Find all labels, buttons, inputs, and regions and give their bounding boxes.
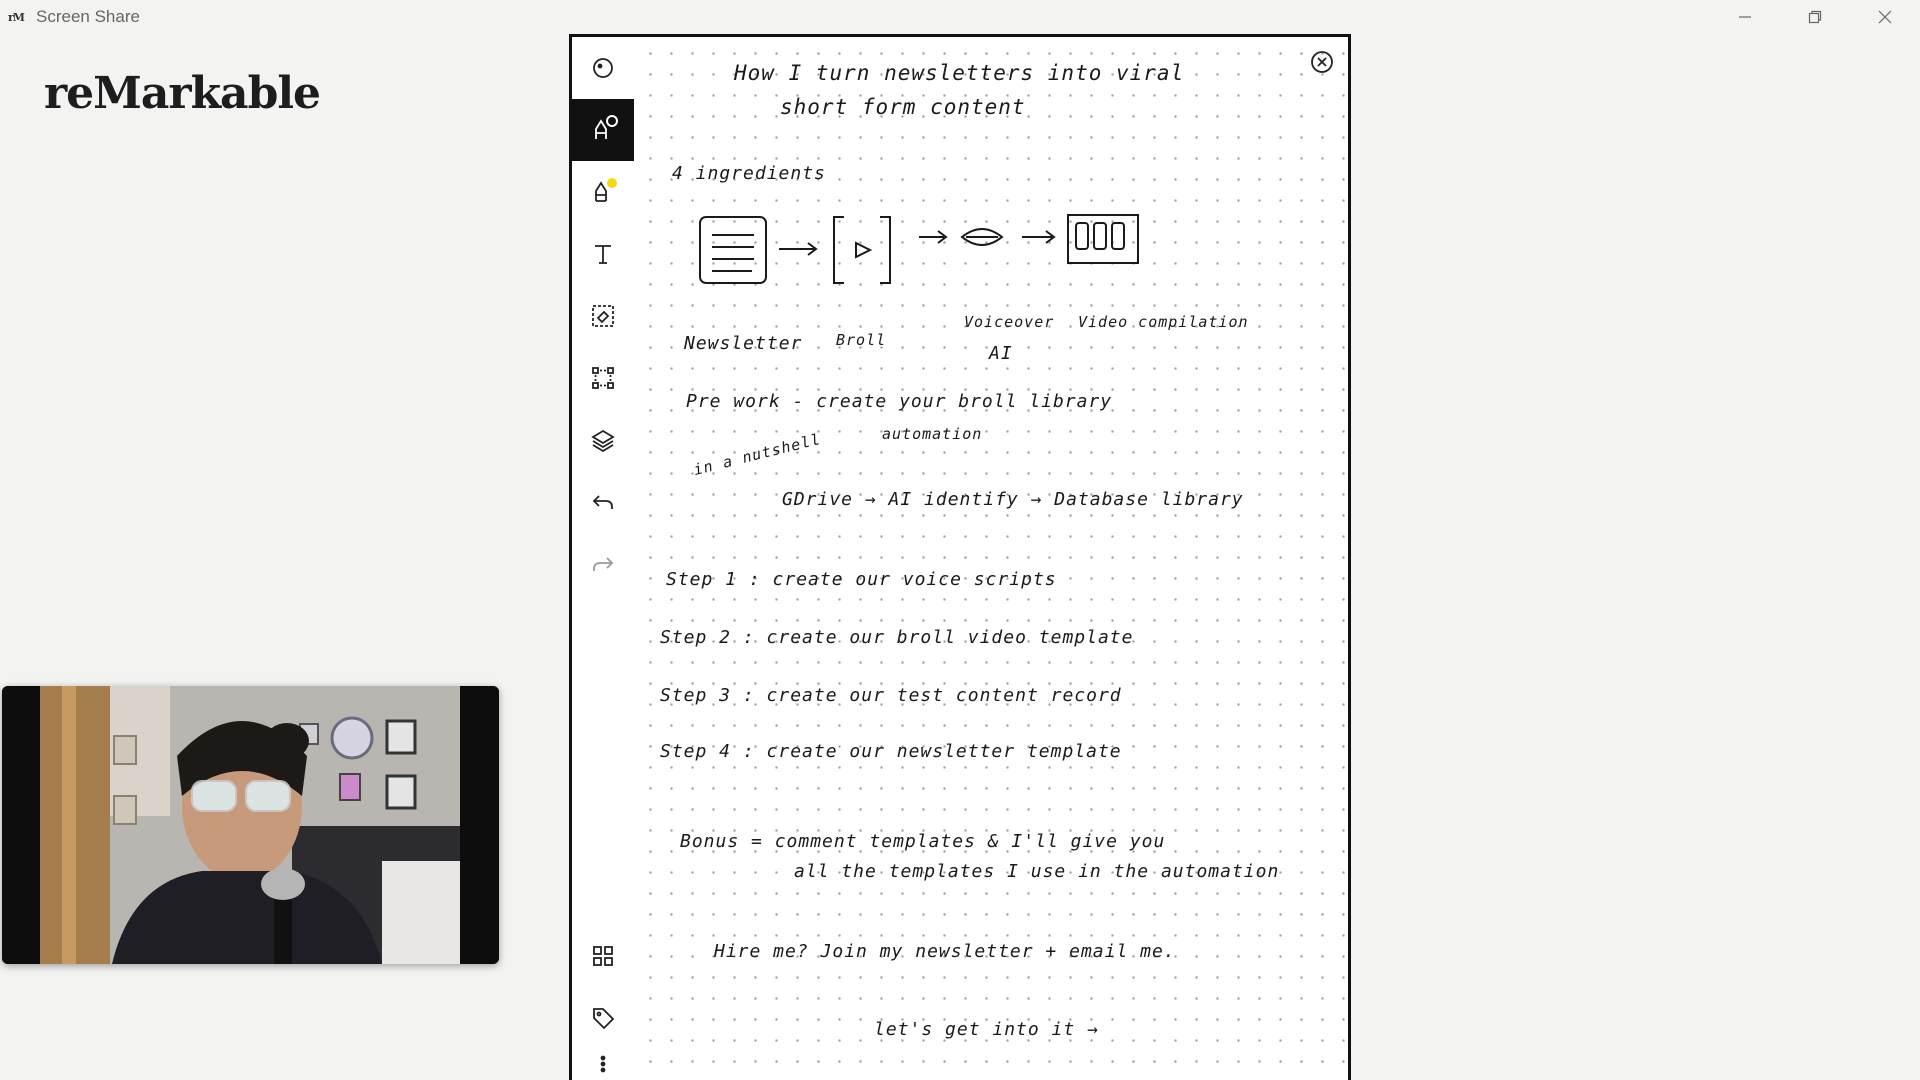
note-title-line2: short form content [780, 95, 1026, 119]
hire-line: Hire me? Join my newsletter + email me. [714, 941, 1176, 962]
step-2: Step 2 : create our broll video template [660, 627, 1134, 648]
tool-sidebar [572, 37, 634, 1080]
minimize-button[interactable] [1710, 0, 1780, 34]
pen-icon [588, 115, 618, 145]
more-button[interactable] [572, 1049, 634, 1079]
eraser-tool-button[interactable] [572, 285, 634, 347]
diagram-voiceover-ai: AI [989, 343, 1013, 364]
more-icon [600, 1055, 606, 1073]
notebook-canvas[interactable] [634, 37, 1348, 1080]
selection-tool-button[interactable] [572, 347, 634, 409]
redo-icon [591, 552, 615, 576]
diagram-drawing [684, 207, 1224, 307]
menu-circle-icon [591, 56, 615, 80]
close-icon [1878, 10, 1892, 24]
window-controls [1710, 0, 1920, 34]
minimize-icon [1738, 10, 1752, 24]
diagram-video-compilation: Video compilation [1078, 313, 1249, 331]
layers-button[interactable] [572, 409, 634, 471]
nutshell-note: in a nutshell [691, 429, 823, 479]
eraser-icon [591, 304, 615, 328]
grid-view-icon [592, 945, 614, 967]
selection-icon [591, 366, 615, 390]
grid-view-button[interactable] [572, 925, 634, 987]
ingredients-label: 4 ingredients [672, 163, 826, 184]
flow-line: GDrive → AI identify → Database library [782, 489, 1244, 510]
undo-button[interactable] [572, 471, 634, 533]
tag-button[interactable] [572, 987, 634, 1049]
note-title-line1: How I turn newsletters into viral [734, 61, 1185, 85]
bonus-line1: Bonus = comment templates & I'll give you [680, 831, 1166, 852]
redo-button[interactable] [572, 533, 634, 595]
text-tool-button[interactable] [572, 223, 634, 285]
webcam-scene [2, 686, 499, 964]
step-4: Step 4 : create our newsletter template [660, 741, 1122, 762]
close-button[interactable] [1850, 0, 1920, 34]
app-icon: rM [8, 10, 24, 24]
prework-line1: Pre work - create your broll library [686, 391, 1113, 412]
notebook-page [569, 34, 1351, 1080]
step-1: Step 1 : create our voice scripts [666, 569, 1057, 590]
close-document-icon[interactable] [1310, 50, 1334, 74]
prework-line2: automation [882, 425, 983, 443]
restore-button[interactable] [1780, 0, 1850, 34]
diagram-broll: Broll [836, 331, 887, 349]
window-titlebar [0, 0, 1920, 34]
layers-icon [591, 428, 615, 452]
bonus-line2: all the templates I use in the automation [794, 861, 1280, 882]
closing-line: let's get into it → [874, 1019, 1099, 1040]
brand-logo: reMarkable [44, 68, 321, 119]
restore-icon [1808, 10, 1822, 24]
text-icon [591, 242, 615, 266]
undo-icon [591, 490, 615, 514]
highlighter-tool-button[interactable] [572, 161, 634, 223]
webcam-video [2, 686, 499, 964]
tag-icon [591, 1006, 615, 1030]
diagram-newsletter: Newsletter [684, 333, 803, 354]
window-title: Screen Share [35, 7, 140, 26]
diagram-voiceover: Voiceover [964, 313, 1055, 331]
highlighter-icon [588, 177, 618, 207]
pen-tool-button[interactable] [572, 99, 634, 161]
step-3: Step 3 : create our test content record [660, 685, 1122, 706]
menu-button[interactable] [572, 37, 634, 99]
ingredients-diagram [684, 207, 1249, 377]
